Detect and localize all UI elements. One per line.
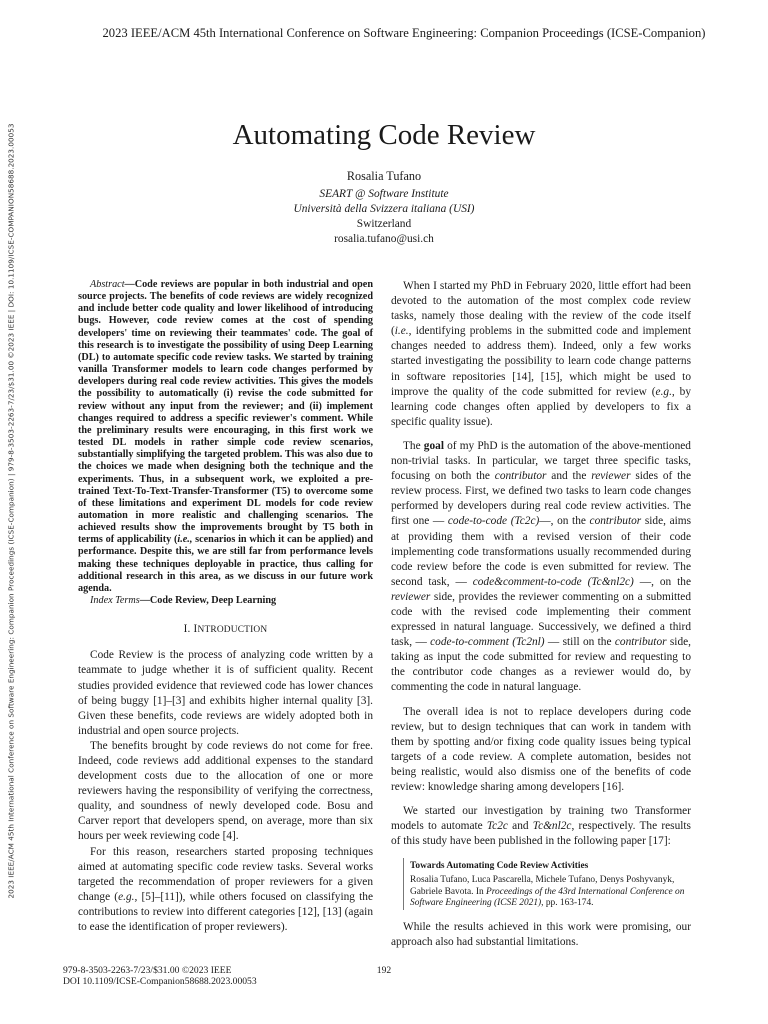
abstract-text-end: scenarios in which it can be applied) and performance. Despite this, we are still far from performance levels making these techniques deployable in practice, thus calling for additional research in this area, as we discuss in our future work agenda. (78, 534, 373, 594)
r-p2-b: of my PhD is the automation of the above-mentioned non-trivial tasks. In particular, we target three specific tasks, focusing on both the (391, 439, 691, 483)
abstract-label: Abstract (90, 279, 125, 290)
r-p2-c2com-sym: (Tc2nl) (512, 636, 545, 649)
r-p4-t2: Tc&nl2c (532, 820, 572, 833)
footer-doi: DOI 10.1109/ICSE-Companion58688.2023.00053 (63, 976, 257, 987)
author-block (0, 169, 768, 247)
r-p4-b: , respectively. The results of this study have been published in the following paper [17]: (391, 820, 691, 848)
r-p2-cc2c: code&comment-to-code (472, 575, 582, 588)
p3-eg: e.g., (118, 890, 138, 903)
r-p1-b: identifying problems in the submitted code and implement changes needed to address them). Indeed, only a few works started investigating the possibility to learn code change patterns in software repositories [14], [15], which might be used to improve the quality of the code submitted for review ( (391, 325, 691, 398)
p3-text-a: For this reason, researchers started proposing techniques aimed at automating specific code review tasks. Several works targeted the recommendation of proper reviewers for a given change ( (78, 845, 373, 903)
r-p1-a: When I started my PhD in February 2020, little effort had been devoted to the automation of the most complex code review tasks, namely those dealing with the review of the code itself ( (391, 280, 691, 338)
section-caps: NTRODUCTION (197, 625, 268, 636)
r-p2-d: sides of the review process. First, we defined two tasks to learn code changes performed by developers during real code review activities. The first one — (391, 470, 691, 528)
r-p2-reviewer: reviewer (591, 470, 631, 483)
author-email[interactable]: rosalia.tufano@usi.ch (334, 233, 434, 245)
author-affiliation-2: Università della Svizzera italiana (USI) (293, 203, 475, 215)
paper-title: Automating Code Review (232, 119, 536, 151)
intro-paragraph-1: Code Review is the process of analyzing code written by a teammate to judge whether it is of sufficient quality. Recent studies provided evidence that reviewed code has lower chances of being buggy [1]–[3] and exhibits higher internal quality [3]. Given these benefits, code reviews are widely adopted both in industrial and open source projects. (78, 649, 373, 737)
author-affiliation-1: SEART @ Software Institute (319, 188, 449, 200)
r-p2-reviewer2: reviewer (391, 590, 431, 603)
right-paragraph-3: The overall idea is not to replace developers during code review, but to design techniques that can work in tandem with them by spotting and/or fixing code quality issues being typical targets of a code review. A complete automation, besides not being realistic, would also dismiss one of the benefits of code review: knowledge sharing among developers [16]. (391, 705, 691, 793)
right-paragraph-1 (391, 279, 691, 430)
r-p2-c2com: code-to-comment (430, 636, 509, 649)
abstract-ie: i.e., (177, 534, 193, 546)
r-p2-e: —, on the (539, 515, 590, 528)
reference-box (403, 858, 691, 909)
author-name: Rosalia Tufano (346, 169, 422, 183)
r-p2-contributor: contributor (494, 470, 547, 483)
page-number: 192 (376, 965, 392, 976)
r-p2-contributor2: contributor (589, 515, 642, 528)
reference-pages: , pp. 163-174. (541, 898, 594, 909)
index-terms (78, 595, 373, 607)
intro-paragraph-3 (78, 845, 373, 936)
right-paragraph-2 (391, 439, 691, 696)
intro-paragraph-2: The benefits brought by code reviews do not come for free. Indeed, code reviews add additional expenses to the standard development costs due to the allocation of one or more reviewers having the responsibility of verifying the correctness, quality, and soundness of newly developed code. Bosu and Carver report that developers spend, on average, more than six hours per week reviewing code [4]. (78, 739, 373, 843)
footer-isbn: 979-8-3503-2263-7/23/$31.00 ©2023 IEEE (63, 965, 232, 976)
r-p4-a: We started our investigation by training two Transformer models to automate (391, 805, 691, 833)
index-terms-text: —Code Review, Deep Learning (139, 595, 277, 607)
left-column (78, 279, 373, 935)
conference-header: 2023 IEEE/ACM 45th International Conference on Software Engineering: Companion Proceedings (ICSE-Companion) (102, 26, 706, 40)
r-p2-h: side, provides the reviewer commenting on a submitted code with the revised code implementing their comment expressed in natural language. Successively, we defined a third task, — (391, 590, 691, 649)
r-p2-cc2c-sym: (Tc&nl2c) (587, 575, 634, 588)
r-p1-eg: e.g., (655, 385, 675, 398)
side-doi-stamp-text: 2023 IEEE/ACM 45th International Conference on Software Engineering: Companion Proceedings (ICSE-Companion) | 979-8-3503-2263-7/23/$31.00 ©2023 IEEE | DOI: 10.1109/ICSE-COMPANION58688.2023.00053 (6, 122, 16, 899)
r-p2-c2c-sym: (Tc2c) (510, 515, 540, 528)
right-column (391, 279, 691, 959)
r-p4-and: and (507, 820, 533, 833)
reference-venue: Proceedings of the 43rd International Conference on Software Engineering (ICSE 2021) (410, 886, 685, 909)
reference-authors: Rosalia Tufano, Luca Pascarella, Michele Tufano, Denys Poshyvanyk, Gabriele Bavota. In (410, 874, 675, 897)
r-p2-i: — still on the (544, 636, 615, 649)
r-p1-c: by learning code changes often applied by developers to fix a specific quality issue). (391, 385, 691, 428)
section-numeral: I. I (183, 623, 198, 636)
r-p1-ie: i.e., (394, 325, 412, 338)
r-p2-j: side, taking as input the code submitted for review and requesting to the contributor code changes as a reviewer would do, by commenting the code in natural language. (391, 636, 691, 694)
right-paragraph-4 (391, 804, 691, 849)
r-p2-c: and the (546, 470, 592, 483)
r-p2-c2c: code-to-code (447, 515, 508, 528)
r-p2-g: —, on the (633, 575, 691, 588)
r-p2-a: The (403, 439, 424, 452)
abstract-text: —Code reviews are popular in both industrial and open source projects. The benefits of code reviews are widely recognized and include better code quality and lower likelihood of introducing bugs. However, code review comes at the cost of spending developers' time on reviewing their teammates' code. The goal of this research is to investigate the possibility of using Deep Learning (DL) to automate specific code review tasks. We started by training vanilla Transformer models to learn code changes performed by developers during real code review activities. This gives the models the possibility to automatically (i) revise the code submitted for review without any input from the reviewer; and (ii) implement changes required to address a specific reviewer's comment. While the preliminary results were encouraging, in this first work we tested DL models in rather simple code review scenarios, substantially simplifying the targeted problem. This was also due to the choices we made when designing both the technique and the experiments. Thus, in a subsequent work, we exploited a pre-trained Text-To-Text-Transfer-Transformer (T5) to overcome some of these limitations and experiment DL models for code review automation in more realistic and challenging scenarios. The achieved results show the improvements brought by T5 both in terms of applicability ( (78, 279, 373, 546)
reference-citation (410, 875, 691, 910)
abstract (78, 279, 373, 595)
reference-title: Towards Automating Code Review Activities (410, 861, 589, 872)
r-p2-goal: goal (423, 439, 444, 452)
section-heading-introduction (78, 622, 373, 638)
r-p4-t1: Tc2c (486, 820, 508, 833)
right-paragraph-5: While the results achieved in this work were promising, our approach also had substantial limitations. (391, 920, 691, 948)
author-country: Switzerland (356, 218, 412, 230)
index-terms-label: Index Terms (90, 595, 140, 607)
p3-text-b: [5]–[11]), while others focused on classifying the contributions to review into different categories [12], [13] (again to ease the identification of proper reviewers). (78, 890, 374, 933)
r-p2-f: side, aims at providing them with a revised version of their code implementing code transformations usually recommended during code review before the code is even submitted for review. The second task, — (391, 515, 691, 588)
r-p2-contributor3: contributor (614, 636, 667, 649)
